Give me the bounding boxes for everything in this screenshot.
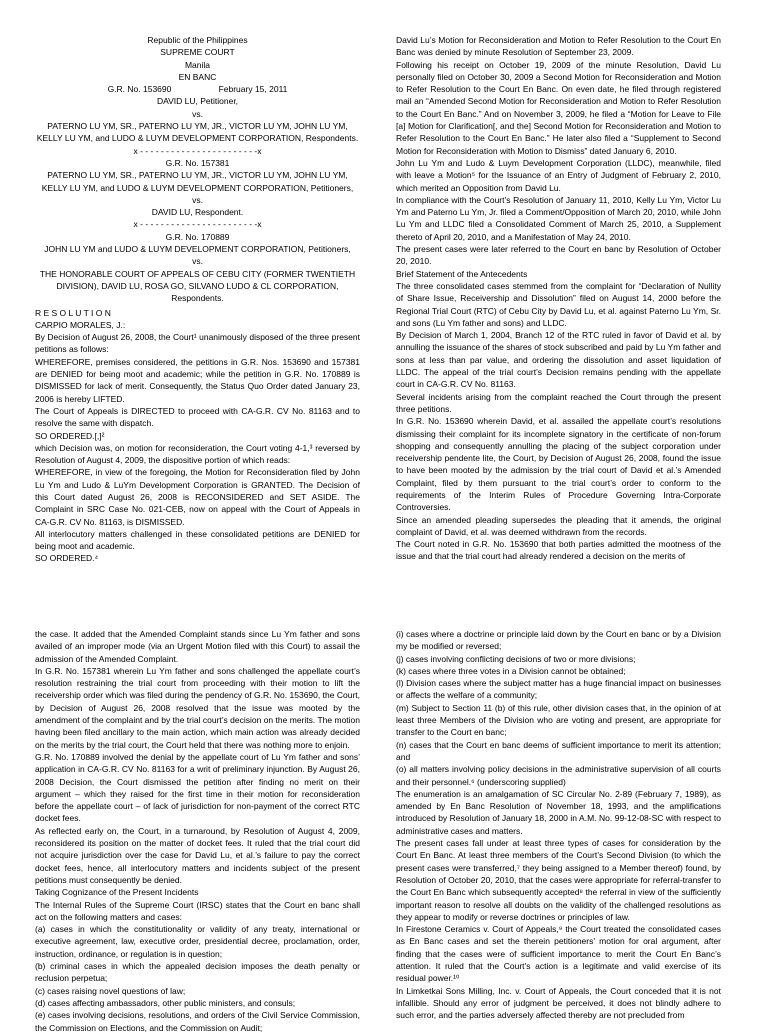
paragraph: the case. It added that the Amended Complaint stands since Lu Ym father and sons availed of an improper mode (via an Urgent Motion filed with this Court) to assail the admission of the Amended Complaint.: [35, 629, 360, 664]
paragraph: SO ORDERED.[,]²: [35, 430, 105, 441]
header-line: SUPREME COURT: [160, 47, 235, 58]
paragraph: The Court noted in G.R. No. 153690 that both parties admitted the mootness of the issue and that the trial court had already rendered a decision on the merits of: [396, 539, 721, 562]
header-line: DAVID LU, Petitioner,: [156, 96, 239, 107]
case-header: [35, 34, 360, 305]
list-item: (c) cases raising novel questions of law;: [35, 985, 186, 996]
list-item: (n) cases that the Court en banc deems of sufficient importance to merit its attention; and: [396, 739, 721, 762]
header-line: PATERNO LU YM, SR., PATERNO LU YM, JR., VICTOR LU YM, JOHN LU YM, KELLY LU YM, and LUDO & LUYM DEVELOPMENT CORPORATION, Petitioners,: [41, 170, 354, 193]
paragraph: The present cases fall under at least three types of cases for consideration by the Court En Banc. At least three members of the Court’s Second Division (to which the present cases were transferred,⁷ they being assigned to a Member thereof) found, by Resolution of October 20, 2010, that the cases were appropriate for referral-transfer to the Court En Banc which subsequently accepted⁸ the referral in view of the sufficiently important reason to resolve all doubts on the validity of the challenged resolutions as they appear to modify or reverse doctrines or principles of law.: [396, 838, 721, 922]
list-item: (b) criminal cases in which the appealed decision imposes the death penalty or reclusion perpetua;: [35, 961, 360, 984]
paragraph: David Lu’s Motion for Reconsideration and Motion to Refer Resolution to the Court En Banc was denied by minute Resolution of September 23, 2009.: [396, 35, 721, 58]
header-line: PATERNO LU YM, SR., PATERNO LU YM, JR., VICTOR LU YM, JOHN LU YM, KELLY LU YM, and LUDO & LUYM DEVELOPMENT CORPORATION, Respondents.: [36, 121, 359, 144]
list-item: (i) cases where a doctrine or principle laid down by the Court en banc or by a Division my be modified or reversed;: [396, 629, 721, 652]
page1-right-column: [396, 34, 721, 562]
paragraph: As reflected early on, the Court, in a turnaround, by Resolution of August 4, 2009, reconsidered its position on the matter of docket fees. It ruled that the trial court did not acquire jurisdiction over the case for David Lu, et al.’s failure to pay the correct docket fees, hence, all interlocutory matters and incidents subject of the present petitions must consequently be denied.: [35, 825, 360, 885]
page2-right-column: [396, 628, 721, 1024]
header-line: EN BANC: [178, 71, 217, 82]
list-item: (a) cases in which the constitutionality or validity of any treaty, international or executive agreement, law, executive order, presidential decree, proclamation, order, instruction, ordinance, or regulation is in question;: [35, 924, 360, 959]
list-item: (e) cases involving decisions, resolutions, and orders of the Civil Service Commission, the Commission on Elections, and the Commission on Audit;: [35, 1010, 360, 1033]
header-line: vs.: [192, 108, 203, 119]
paragraph: WHEREFORE, in view of the foregoing, the Motion for Reconsideration filed by John Lu Ym and Ludo & LuYm Development Corporation is GRANTED. The Decision of this Court dated August 26, 2008 is RECONSIDERED and SET ASIDE. The Complaint in SRC Case No. 021-CEB, now on appeal with the Court of Appeals in CA-G.R. CV No. 81163, is DISMISSED.: [35, 467, 360, 527]
paragraph: Several incidents arising from the complaint reached the Court through the present three petitions.: [396, 391, 721, 414]
header-line: x - - - - - - - - - - - - - - - - - - - - - - -x: [133, 145, 262, 156]
header-line: THE HONORABLE COURT OF APPEALS OF CEBU CITY (FORMER TWENTIETH DIVISION), DAVID LU, ROSA GO, SILVANO LUDO & CL CORPORATION, Respondents.: [39, 268, 356, 304]
page2-left-column: [35, 628, 360, 1033]
paragraph: Since an amended pleading supersedes the pleading that it amends, the original complaint of David, et al. was deemed withdrawn from the records.: [396, 514, 721, 537]
section-heading: Taking Cognizance of the Present Incidents: [35, 887, 199, 898]
list-item: (m) Subject to Section 11 (b) of this rule, other division cases that, in the opinion of at least three Members of the Division who are voting and present, are appropriate for transfer to the Court en banc;: [396, 702, 721, 738]
paragraph: G.R. No. 170889 involved the denial by the appellate court of Lu Ym father and sons’ application in CA-G.R. CV No. 81163 for a writ of preliminary injunction. By August 26, 2008 Decision, the Court dismissed the petition after finding no merit on their argument – which they raised for the first time in their motion for reconsideration before the appellate court – of lack of jurisdiction for non-payment of the correct RTC docket fees.: [35, 751, 360, 824]
list-item: (k) cases where three votes in a Division cannot be obtained;: [396, 665, 626, 676]
paragraph: The Internal Rules of the Supreme Court (IRSC) states that the Court en banc shall act on the following matters and cases:: [35, 899, 360, 922]
paragraph: In Limketkai Sons Milling, Inc. v. Court of Appeals, the Court conceded that it is not infallible. Should any error of judgment be perceived, it does not blindly adhere to such error, and the parties adversely affected thereby are not precluded from: [396, 985, 721, 1021]
paragraph: In G.R. No. 157381 wherein Lu Ym father and sons challenged the appellate court’s resolution restraining the trial court from proceeding with their motion to lift the receivership order which was filed during the pendency of G.R. No. 153690, the Court, by Decision of August 26, 2008 resolved that the issue was mooted by the amendment of the complaint and by the trial court’s decision on the merits. The motion having been filed ancillary to the main action, which main action was already decided on the merits by the trial court, the Court held that there was nothing more to enjoin.: [35, 665, 360, 750]
header-line: G.R. No. 170889: [165, 231, 230, 242]
header-line: Manila: [184, 59, 211, 70]
paragraph: All interlocutory matters challenged in these consolidated petitions are DENIED for being moot and academic.: [35, 528, 360, 552]
paragraph: In compliance with the Court’s Resolution of January 11, 2010, Kelly Lu Ym, Victor Lu Ym and Paterno Lu Ym, Jr. filed a Comment/Opposition of March 20, 2010, while John Lu Ym and LLDC filed a Consolidated Comment of March 25, 2010, a Supplement thereto of April 20, 2010, and a Manifestation of May 24, 2010.: [396, 194, 721, 242]
header-line: G.R. No. 157381: [165, 157, 230, 168]
paragraph: SO ORDERED.⁴: [35, 553, 99, 564]
ponente: CARPIO MORALES, J.:: [35, 319, 126, 330]
header-line: Republic of the Philippines: [147, 35, 248, 45]
paragraph: The enumeration is an amalgamation of SC Circular No. 2-89 (February 7, 1989), as amended by En Banc Resolution of November 18, 1993, and the amplifications introduced by Resolution of January 18, 2000 in A.M. No. 99-12-08-SC with respect to administrative cases and matters.: [396, 788, 721, 836]
paragraph: Following his receipt on October 19, 2009 of the minute Resolution, David Lu personally filed on October 30, 2009 a Second Motion for Reconsideration and Motion to Refer Resolution to the Court En Banc. On even date, he filed through registered mail an “Amended Second Motion for Reconsideration and Motion to Refer Resolution to the Court En Banc.” And on November 3, 2009, he filed a “Motion for Leave to File [a] Motion for Clarification[, and the] Second Motion for Reconsideration and Motion to Refer Resolution to the Court En Banc.” He later also filed a “Supplement to Second Motion for Reconsideration with Motion to Dismiss” dated January 6, 2010.: [396, 59, 721, 156]
section-heading: Brief Statement of the Antecedents: [396, 268, 528, 279]
list-item: (l) Division cases where the subject matter has a huge financial impact on businesses or affects the welfare of a community;: [396, 678, 721, 701]
header-line: JOHN LU YM and LUDO & LUYM DEVELOPMENT CORPORATION, Petitioners,: [44, 244, 351, 255]
header-line: vs.: [192, 256, 203, 267]
paragraph: In Firestone Ceramics v. Court of Appeals,⁹ the Court treated the consolidated cases as En Banc cases and set the therein petitioners’ motion for oral argument, after finding that the cases were of sufficient importance to merit the Court En Banc’s attention. It ruled that the Court’s action is a legitimate and valid exercise of its residual power.¹⁰: [396, 924, 721, 984]
paragraph: The three consolidated cases stemmed from the complaint for “Declaration of Nullity of Share Issue, Receivership and Dissolution” filed on August 14, 2000 before the Regional Trial Court (RTC) of Cebu City by David Lu, et al. against Paterno Lu Ym, Sr. and sons (Lu Ym father and sons) and LLDC.: [396, 280, 721, 328]
list-item: (d) cases affecting ambassadors, other public ministers, and consuls;: [35, 997, 296, 1008]
list-item: (j) cases involving conflicting decisions of two or more divisions;: [396, 653, 636, 664]
paragraph: which Decision was, on motion for reconsideration, the Court voting 4-1,³ reversed by Resolution of August 4, 2009, the dispositive portion of which reads:: [35, 442, 360, 466]
paragraph: John Lu Ym and Ludo & Luym Development Corporation (LLDC), meanwhile, filed with leave a Motion⁵ for the Issuance of an Entry of Judgment of February 2, 2010, which merited an Opposition from David Lu.: [396, 157, 721, 193]
header-line: vs.: [192, 194, 203, 205]
paragraph: By Decision of March 1, 2004, Branch 12 of the RTC ruled in favor of David et al. by annulling the issuance of the shares of stock subscribed and paid by Lu Ym father and sons at less than par value, and ordering the dissolution and asset liquidation of LLDC. The appeal of the trial court’s Decision remains pending with the appellate court in CA-G.R. CV No. 81163.: [396, 330, 721, 390]
paragraph: The Court of Appeals is DIRECTED to proceed with CA-G.R. CV No. 81163 and to resolve the same with dispatch.: [35, 405, 360, 429]
paragraph: In G.R. No. 153690 wherein David, et al. assailed the appellate court’s resolutions dismissing their complaint for its incomplete signatory in the certificate of non-forum shopping and consequently annulling the placing of the subject corporation under receivership pendente lite, the Court, by Decision of August 26, 2008, found the issue to have been mooted by the admission by the trial court of David et al.’s Amended Complaint, filed by them pursuant to the trial court’s order to conform to the requirements of the Interim Rules of Procedure Governing Intra-Corporate Controversies.: [396, 416, 721, 513]
header-line: G.R. No. 153690 February 15, 2011: [107, 84, 288, 95]
list-item: (o) all matters involving policy decisions in the administrative supervision of all courts and their personnel.⁶ (underscoring supplied): [396, 764, 721, 787]
paragraph: By Decision of August 26, 2008, the Court¹ unanimously disposed of the three present petitions as follows:: [35, 332, 360, 355]
header-line: DAVID LU, Respondent.: [151, 207, 244, 218]
page1-left-column: [35, 34, 360, 565]
paragraph: WHEREFORE, premises considered, the petitions in G.R. Nos. 153690 and 157381 are DENIED for being moot and academic; while the petition in G.R. No. 170889 is DISMISSED for lack of merit. Consequently, the Status Quo Order dated January 23, 2006 is hereby LIFTED.: [35, 356, 360, 404]
paragraph: The present cases were later referred to the Court en banc by Resolution of October 20, 2010.: [396, 244, 721, 267]
header-line: x - - - - - - - - - - - - - - - - - - - - - - -x: [133, 219, 262, 230]
resolution-title: R E S O L U T I O N: [35, 307, 111, 318]
